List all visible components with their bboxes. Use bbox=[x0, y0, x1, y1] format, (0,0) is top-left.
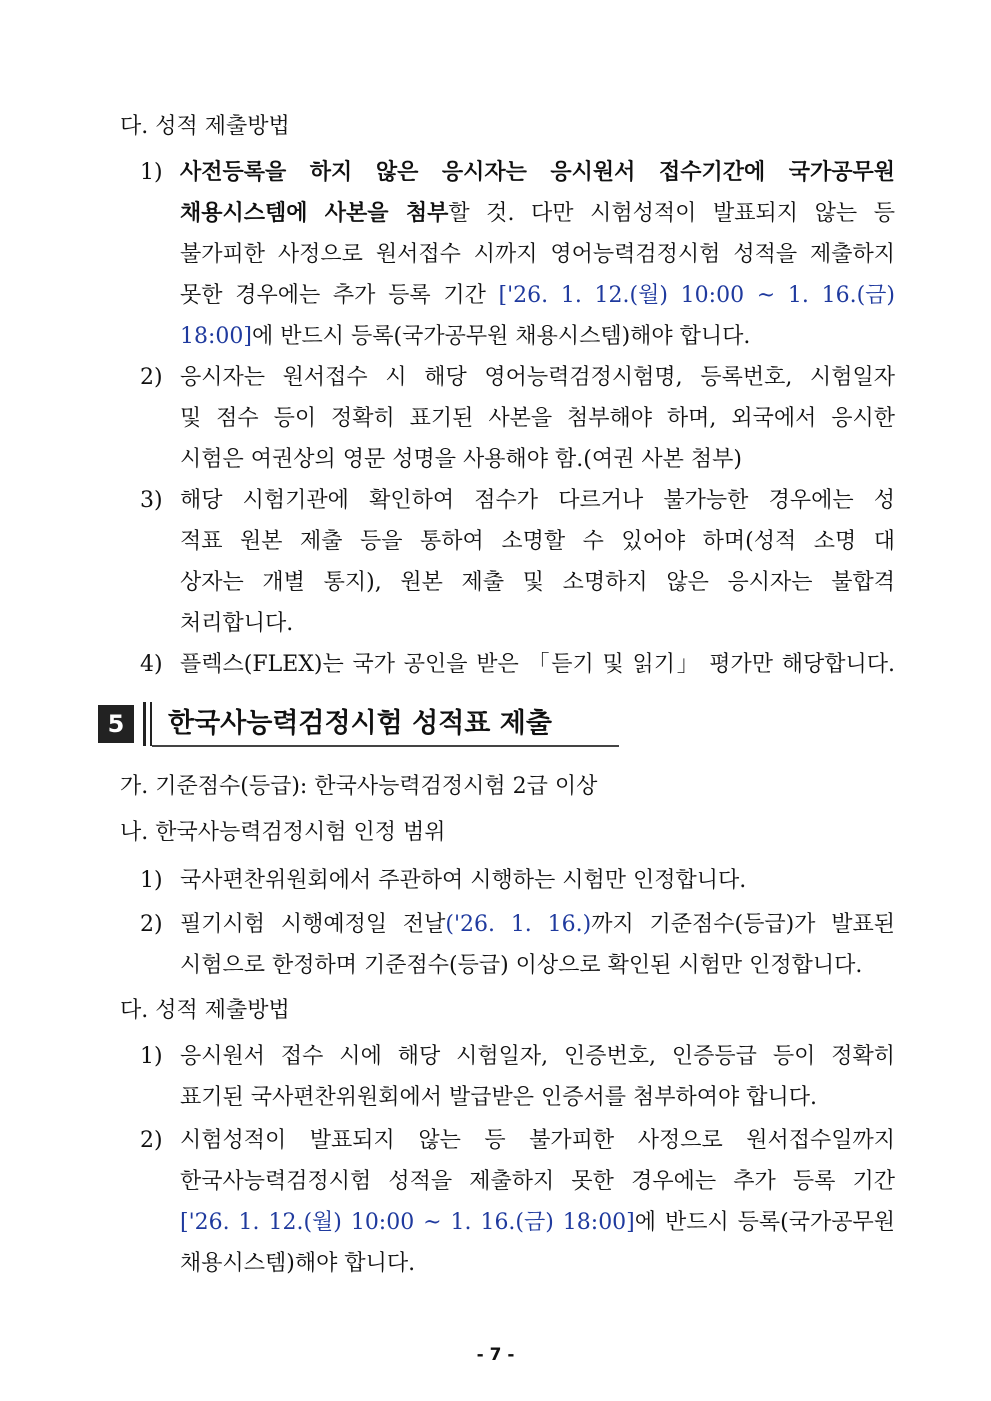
item-text: 및 점수 등이 정확히 표기된 사본을 첨부해야 하며, 외국에서 응시한 bbox=[180, 406, 895, 431]
item-number: 2) bbox=[140, 912, 163, 937]
item-text: 불가피한 사정으로 원서접수 시까지 영어능력검정시험 성적을 제출하지 bbox=[180, 242, 895, 267]
date-range: ['26. 1. 12.(월) 10:00 ~ 1. 16.(금) bbox=[498, 283, 896, 308]
date: ('26. 1. 16.) bbox=[445, 912, 592, 937]
section-number-box: 5 bbox=[98, 705, 134, 743]
item-text: 표기된 국사편찬위원회에서 발급받은 인증서를 첨부하여야 합니다. bbox=[180, 1085, 818, 1110]
item-number: 1) bbox=[140, 160, 163, 185]
section-divider bbox=[143, 702, 146, 746]
item-text-part: 필기시험 시행예정일 전날 bbox=[180, 912, 446, 937]
item-text: 시험성적이 발표되지 않는 등 불가피한 사정으로 원서접수일까지 bbox=[180, 1128, 895, 1153]
item-number: 1) bbox=[140, 1044, 163, 1069]
section-underline bbox=[152, 745, 619, 747]
item-text: 처리합니다. bbox=[180, 611, 294, 636]
item-text-bold: 사전등록을 하지 않은 응시자는 응시원서 접수기간에 국가공무원 bbox=[180, 160, 895, 185]
item-text bbox=[180, 322, 750, 352]
item-text: 응시원서 접수 시에 해당 시험일자, 인증번호, 인증등급 등이 정확히 bbox=[180, 1044, 895, 1069]
section-divider bbox=[150, 702, 152, 746]
item-text: 채용시스템)해야 합니다. bbox=[180, 1251, 416, 1276]
item-text: 플렉스(FLEX)는 국가 공인을 받은 「듣기 및 읽기」 평가만 해당합니다. bbox=[180, 652, 895, 677]
item-number: 1) bbox=[140, 868, 163, 893]
item-number: 2) bbox=[140, 365, 163, 390]
item-text-part: 못한 경우에는 추가 등록 기간 bbox=[180, 283, 499, 308]
item-text: 적표 원본 제출 등을 통하여 소명할 수 있어야 하며(성적 소명 대 bbox=[180, 529, 895, 554]
item-text-part: 까지 기준점수(등급)가 발표된 bbox=[591, 912, 895, 937]
item-text: 응시자는 원서접수 시 해당 영어능력검정시험명, 등록번호, 시험일자 bbox=[180, 365, 895, 390]
item-number: 3) bbox=[140, 488, 163, 513]
section-heading: 가. 기준점수(등급): 한국사능력검정시험 2급 이상 bbox=[120, 774, 598, 799]
item-text bbox=[180, 281, 895, 311]
item-text: 한국사능력검정시험 성적을 제출하지 못한 경우에는 추가 등록 기간 bbox=[180, 1169, 895, 1194]
item-text bbox=[180, 910, 895, 940]
date-range: ['26. 1. 12.(월) 10:00 ~ 1. 16.(금) 18:00] bbox=[180, 1210, 635, 1235]
item-text-rest: 할 것. 다만 시험성적이 발표되지 않는 등 bbox=[448, 201, 895, 226]
item-text: 국사편찬위원회에서 주관하여 시행하는 시험만 인정합니다. bbox=[180, 868, 747, 893]
section-title: 한국사능력검정시험 성적표 제출 bbox=[168, 708, 552, 739]
item-number: 2) bbox=[140, 1128, 163, 1153]
item-text: 해당 시험기관에 확인하여 점수가 다르거나 불가능한 경우에는 성 bbox=[180, 488, 895, 513]
item-text-rest: 에 반드시 등록(국가공무원 채용시스템)해야 합니다. bbox=[251, 324, 751, 349]
item-text-bold-part: 채용시스템에 사본을 첨부 bbox=[180, 201, 449, 226]
item-text: 시험으로 한정하며 기준점수(등급) 이상으로 확인된 시험만 인정합니다. bbox=[180, 953, 863, 978]
item-text: 상자는 개별 통지), 원본 제출 및 소명하지 않은 응시자는 불합격 bbox=[180, 570, 895, 595]
item-text-rest: 에 반드시 등록(국가공무원 bbox=[634, 1210, 896, 1235]
item-text: 시험은 여권상의 영문 성명을 사용해야 함.(여권 사본 첨부) bbox=[180, 447, 742, 472]
section-heading: 다. 성적 제출방법 bbox=[120, 114, 290, 139]
item-text bbox=[180, 199, 895, 229]
date-range: 18:00] bbox=[180, 324, 252, 349]
item-text bbox=[180, 1208, 895, 1238]
item-number: 4) bbox=[140, 652, 163, 677]
section-heading: 나. 한국사능력검정시험 인정 범위 bbox=[120, 820, 446, 845]
page-number: - 7 - bbox=[476, 1345, 515, 1365]
section-heading: 다. 성적 제출방법 bbox=[120, 998, 290, 1023]
